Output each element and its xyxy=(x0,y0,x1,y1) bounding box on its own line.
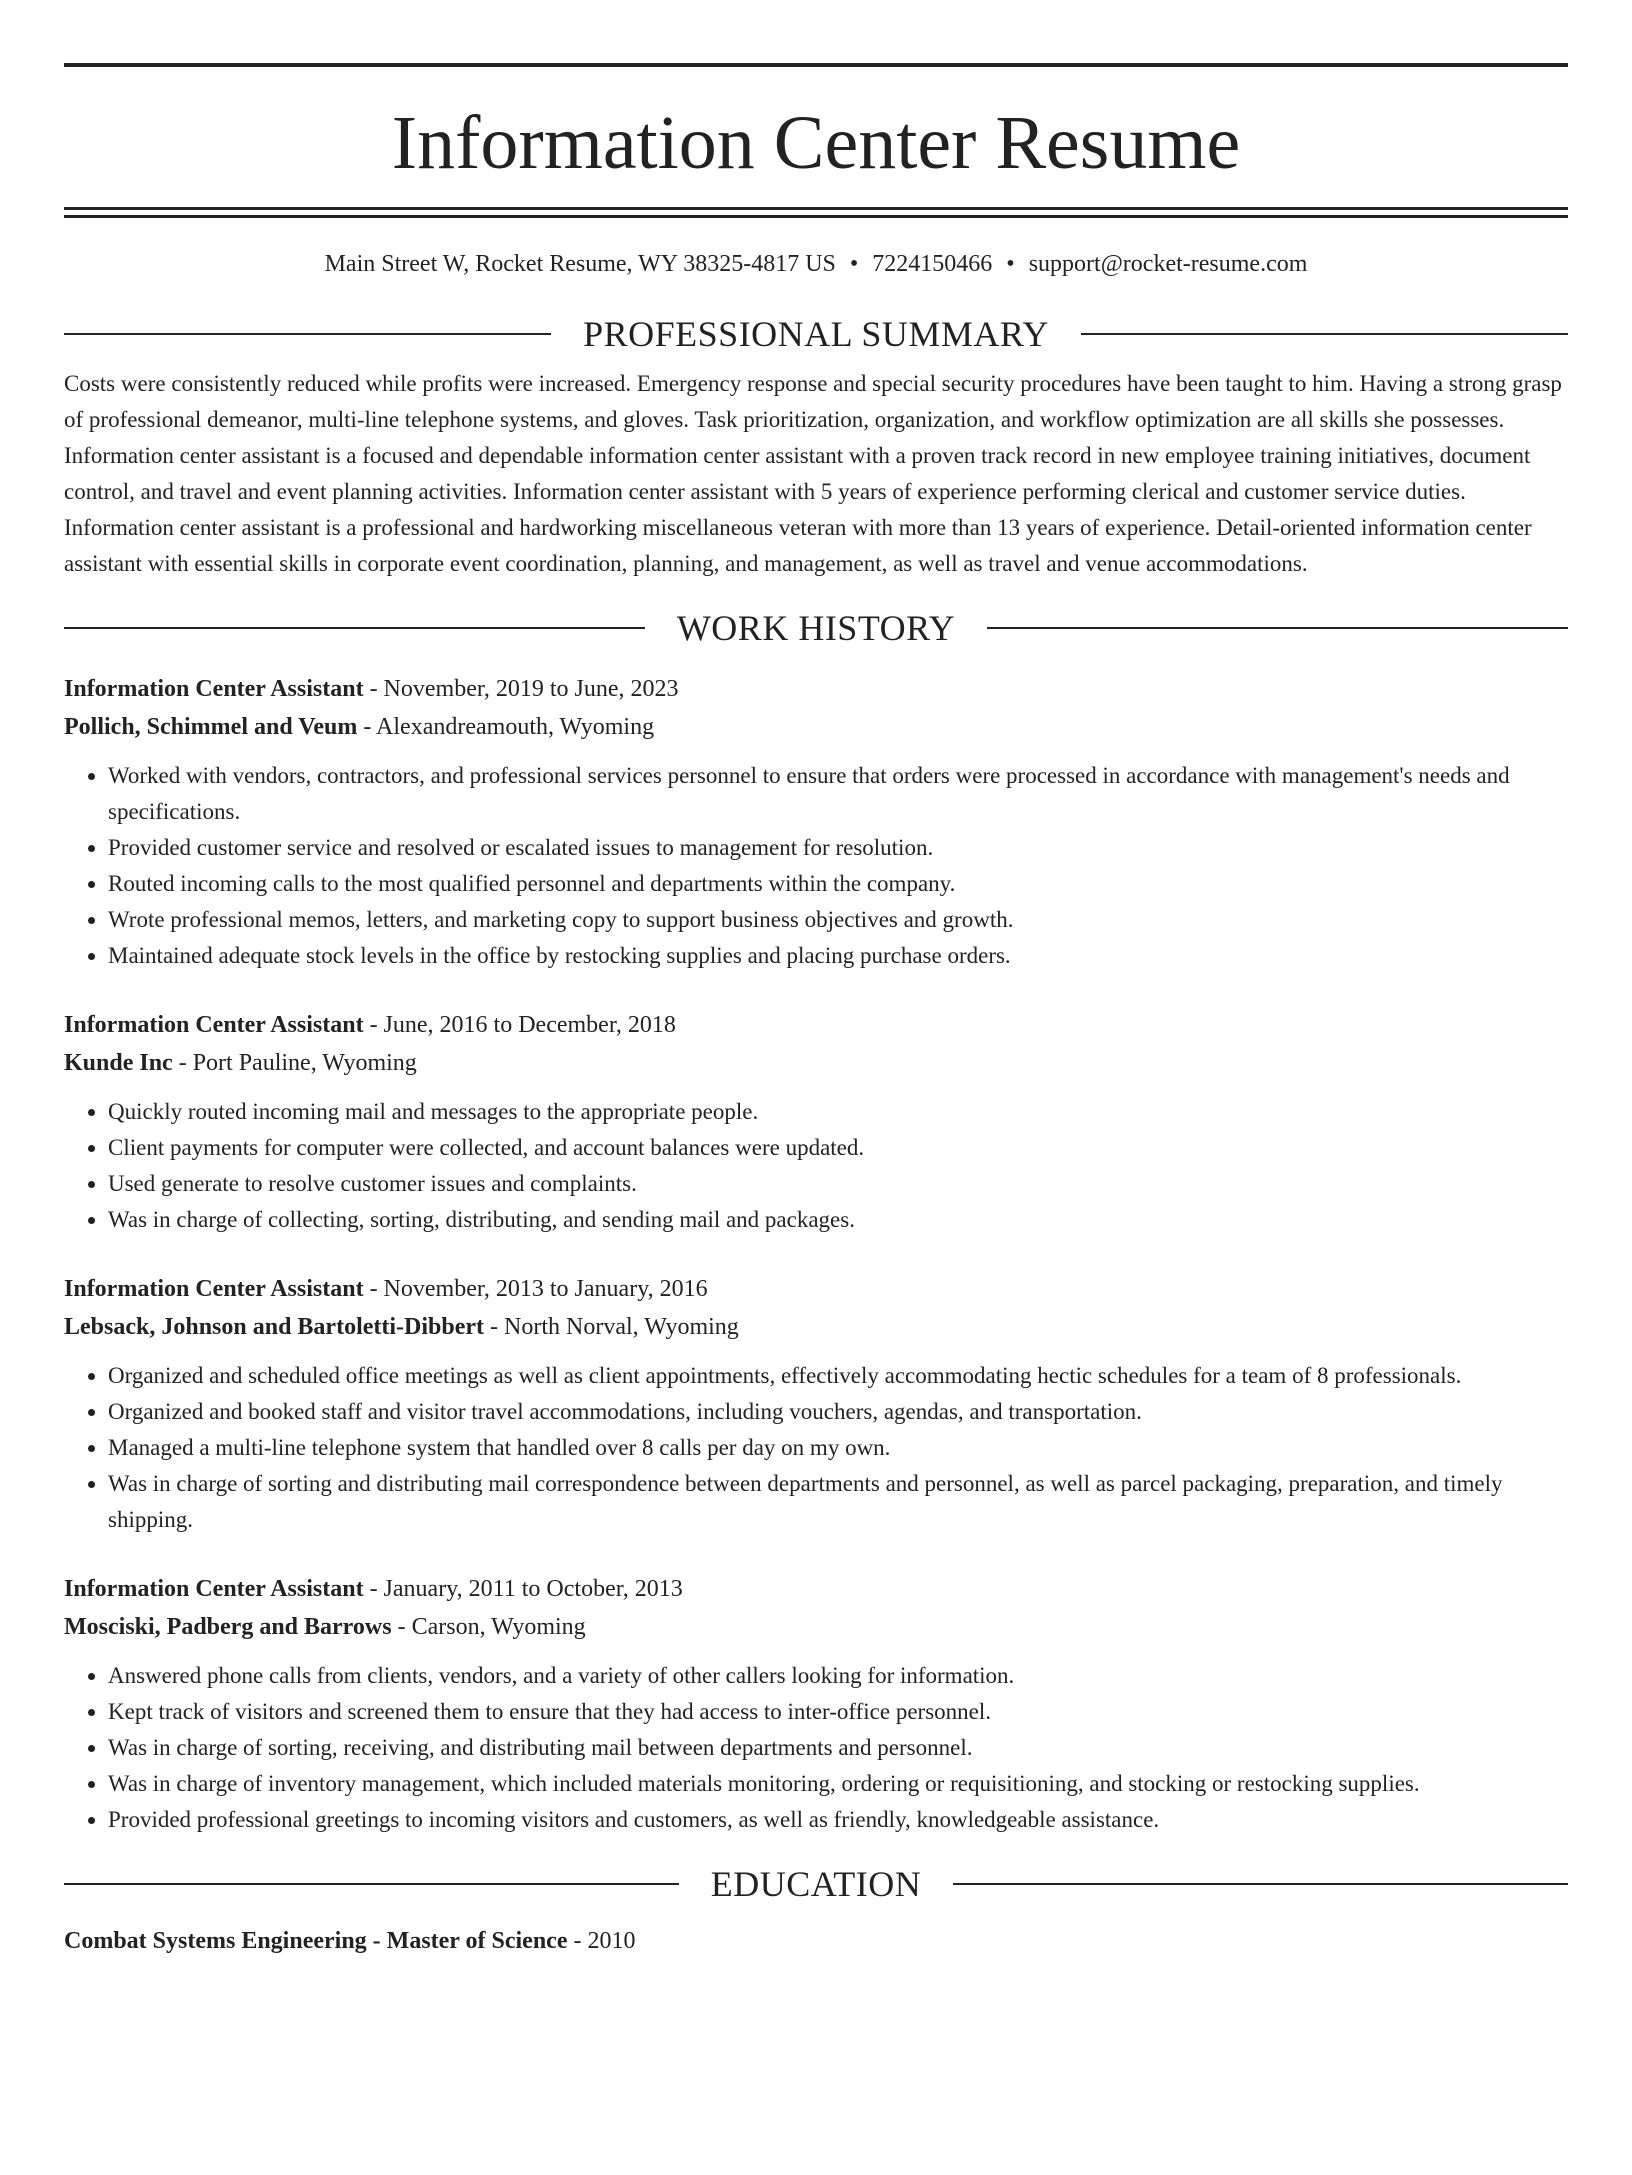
contact-separator: • xyxy=(849,251,859,277)
job-bullet: • Organized and scheduled office meetings as well as client appointments, effectively accommodating hectic schedules for a team of 8 professionals. xyxy=(108,1358,1568,1394)
job-location: - North Norval, Wyoming xyxy=(484,1314,739,1340)
heading-rule-right xyxy=(987,627,1568,629)
job-title: Information Center Assistant xyxy=(64,1012,364,1038)
job-entry xyxy=(64,1270,1568,1538)
job-bullets xyxy=(64,758,1568,974)
job-company: Pollich, Schimmel and Veum xyxy=(64,714,358,740)
job-dates: - November, 2019 to June, 2023 xyxy=(363,676,679,702)
job-company-line xyxy=(64,1044,1568,1082)
education-section-heading xyxy=(64,1862,1568,1906)
contact-email: support@rocket-resume.com xyxy=(1028,251,1308,277)
job-bullets xyxy=(64,1358,1568,1538)
job-bullet: • Client payments for computer were collected, and account balances were updated. xyxy=(108,1130,1568,1166)
job-title: Information Center Assistant xyxy=(64,1576,364,1602)
job-title-line xyxy=(64,1006,1568,1044)
job-title: Information Center Assistant xyxy=(64,1276,364,1302)
work-history-list xyxy=(64,670,1568,1838)
education-entry xyxy=(64,1922,1568,1960)
job-bullets xyxy=(64,1658,1568,1838)
job-company: Mosciski, Padberg and Barrows xyxy=(64,1614,392,1640)
job-bullet: • Was in charge of inventory management, which included materials monitoring, ordering or requisitioning, and stocking or restocking supplies. xyxy=(108,1766,1568,1802)
job-title-line xyxy=(64,1270,1568,1308)
job-entry xyxy=(64,1570,1568,1838)
job-bullet: • Was in charge of collecting, sorting, distributing, and sending mail and packages. xyxy=(108,1202,1568,1238)
job-dates: - November, 2013 to January, 2016 xyxy=(363,1276,708,1302)
job-title-line xyxy=(64,1570,1568,1608)
job-company: Lebsack, Johnson and Bartoletti-Dibbert xyxy=(64,1314,485,1340)
education-heading: EDUCATION xyxy=(710,1864,922,1904)
job-bullet: • Used generate to resolve customer issues and complaints. xyxy=(108,1166,1568,1202)
heading-rule-left xyxy=(64,333,551,335)
job-bullet: • Worked with vendors, contractors, and professional services personnel to ensure that orders were processed in accordance with management's needs and specifications. xyxy=(108,758,1568,830)
heading-rule-left xyxy=(64,627,645,629)
job-location: - Carson, Wyoming xyxy=(391,1614,586,1640)
job-bullet: • Maintained adequate stock levels in the office by restocking supplies and placing purchase orders. xyxy=(108,938,1568,974)
job-bullet: • Answered phone calls from clients, vendors, and a variety of other callers looking for information. xyxy=(108,1658,1568,1694)
job-bullet: • Wrote professional memos, letters, and marketing copy to support business objectives and growth. xyxy=(108,902,1568,938)
job-bullets xyxy=(64,1094,1568,1238)
contact-address: Main Street W, Rocket Resume, WY 38325-4817 US xyxy=(324,251,836,277)
job-bullet: • Managed a multi-line telephone system that handled over 8 calls per day on my own. xyxy=(108,1430,1568,1466)
job-company-line xyxy=(64,1308,1568,1346)
job-dates: - January, 2011 to October, 2013 xyxy=(363,1576,683,1602)
job-company-line xyxy=(64,1608,1568,1646)
contact-separator: • xyxy=(1006,251,1015,277)
job-bullet: • Organized and booked staff and visitor travel accommodations, including vouchers, agendas, and transportation. xyxy=(108,1394,1568,1430)
job-entry xyxy=(64,1006,1568,1238)
resume-title: Information Center Resume xyxy=(391,101,1241,185)
job-dates: - June, 2016 to December, 2018 xyxy=(363,1012,676,1038)
job-bullet: • Provided professional greetings to incoming visitors and customers, as well as friendly, knowledgeable assistance. xyxy=(108,1802,1568,1838)
education-degree: Combat Systems Engineering - Master of Science xyxy=(64,1928,568,1954)
job-bullet: • Was in charge of sorting and distributing mail correspondence between departments and personnel, as well as parcel packaging, preparation, and timely shipping. xyxy=(108,1466,1568,1538)
job-location: - Alexandreamouth, Wyoming xyxy=(357,714,655,740)
resume-page xyxy=(0,63,1632,2175)
job-title: Information Center Assistant xyxy=(64,676,364,702)
job-company: Kunde Inc xyxy=(64,1050,173,1076)
heading-rule-right xyxy=(953,1883,1568,1885)
job-title-line xyxy=(64,670,1568,708)
work-heading: WORK HISTORY xyxy=(676,608,956,648)
summary-heading: PROFESSIONAL SUMMARY xyxy=(583,314,1049,354)
contact-line xyxy=(64,248,1568,280)
job-location: - Port Pauline, Wyoming xyxy=(172,1050,417,1076)
heading-rule-left xyxy=(64,1883,679,1885)
job-bullet: • Quickly routed incoming mail and messages to the appropriate people. xyxy=(108,1094,1568,1130)
job-bullet: • Provided customer service and resolved or escalated issues to management for resolution. xyxy=(108,830,1568,866)
job-bullet: • Kept track of visitors and screened them to ensure that they had access to inter-office personnel. xyxy=(108,1694,1568,1730)
job-bullet: • Routed incoming calls to the most qualified personnel and departments within the company. xyxy=(108,866,1568,902)
job-company-line xyxy=(64,708,1568,746)
heading-rule-right xyxy=(1081,333,1568,335)
education-year: - 2010 xyxy=(567,1928,636,1954)
contact-phone: 7224150466 xyxy=(872,251,993,277)
summary-section-heading xyxy=(64,312,1568,356)
job-entry xyxy=(64,670,1568,974)
job-bullet: • Was in charge of sorting, receiving, and distributing mail between departments and personnel. xyxy=(108,1730,1568,1766)
summary-text: Costs were consistently reduced while profits were increased. Emergency response and special security procedures have been taught to him. Having a strong grasp of professional demeanor, multi-line telephone systems, and gloves. Task prioritization, organization, and workflow optimization are all skills she possesses. Information center assistant is a focused and dependable information center assistant with a proven track record in new employee training initiatives, document control, and travel and event planning activities. Information center assistant with 5 years of experience performing clerical and customer service duties. Information center assistant is a professional and hardworking miscellaneous veteran with more than 13 years of experience. Detail-oriented information center assistant with essential skills in corporate event coordination, planning, and management, as well as travel and venue accommodations. xyxy=(64,371,1562,576)
title-double-rule xyxy=(64,207,1568,218)
work-section-heading xyxy=(64,606,1568,650)
